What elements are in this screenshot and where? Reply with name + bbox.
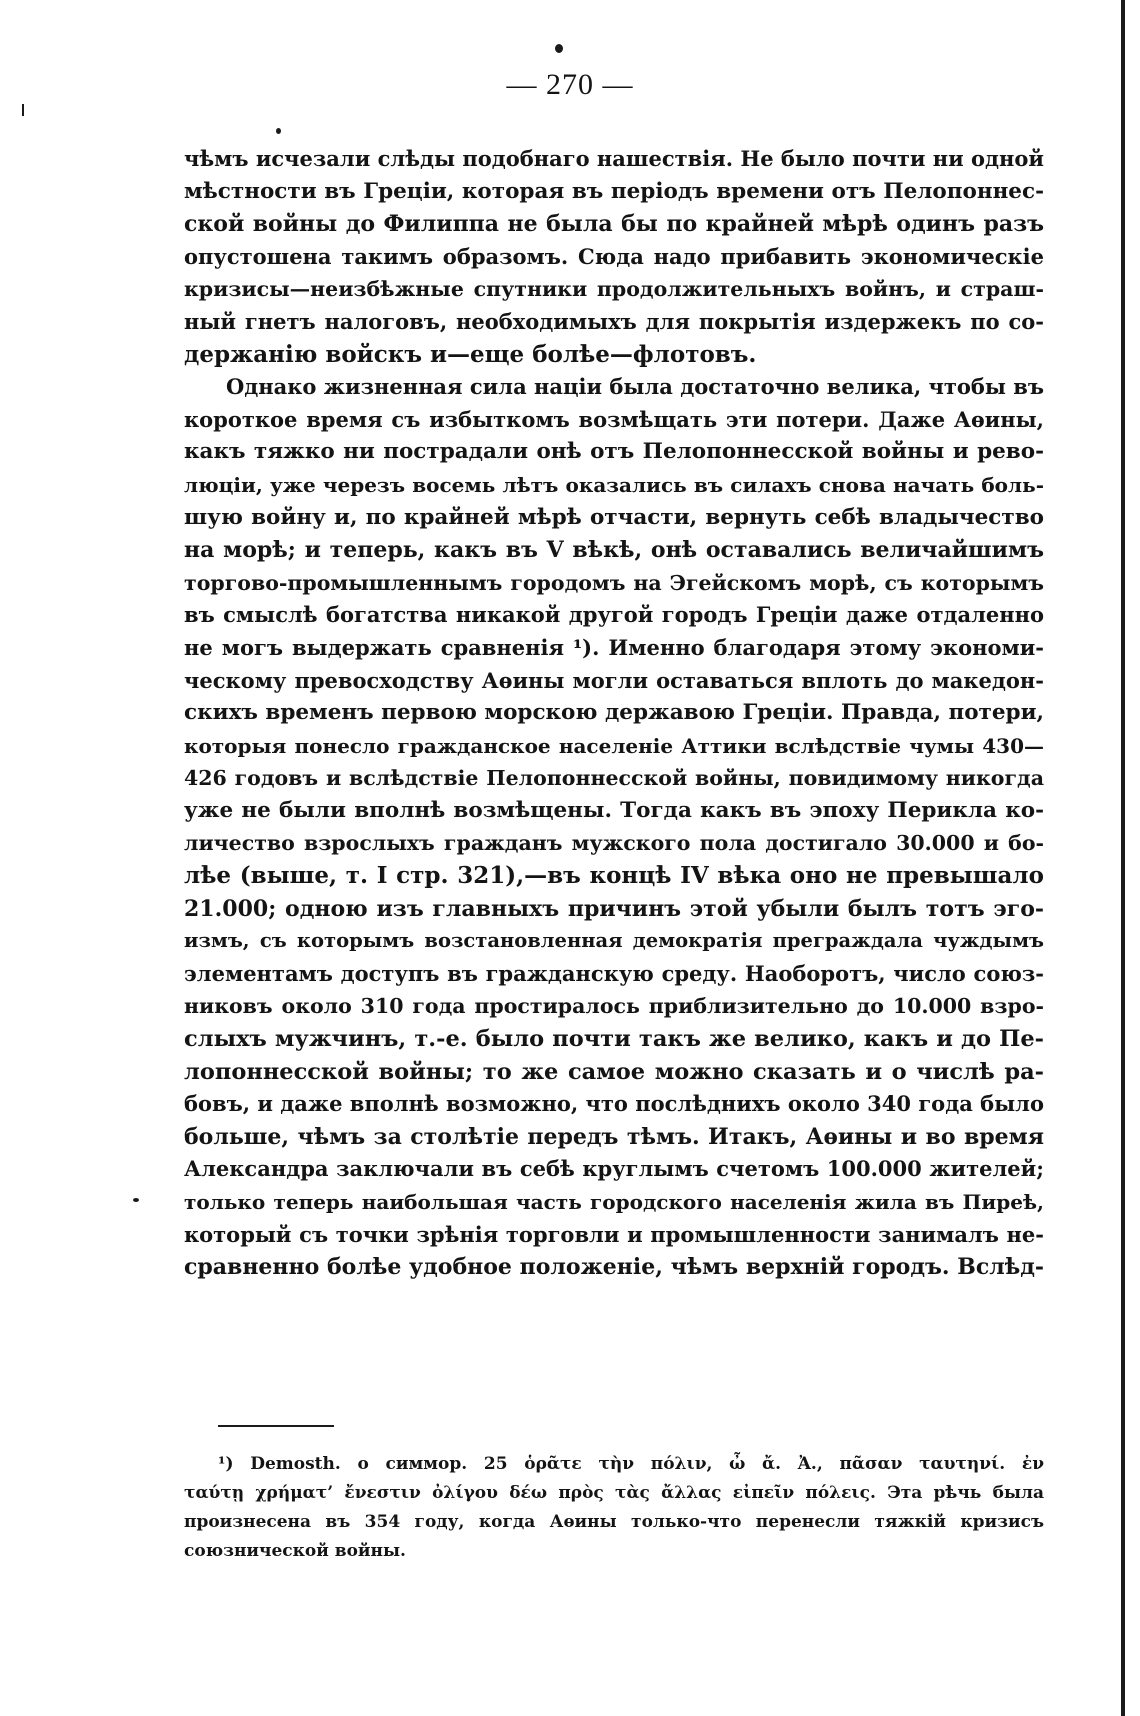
page-edge-border (1121, 0, 1125, 1716)
text-line: никовъ около 310 года простиралось приблизительно до 10.000 взро- (184, 994, 1044, 1019)
text-line: которыя понесло гражданское населеніе Аттики вслѣдствіе чумы 430— (184, 733, 1044, 758)
text-line: слыхъ мужчинъ, т.-е. было почти такъ же велико, какъ и до Пе- (184, 1026, 1044, 1053)
text-line: уже не были вполнѣ возмѣщены. Тогда какъ въ эпоху Перикла ко- (184, 797, 1044, 823)
text-line: опустошена такимъ образомъ. Сюда надо прибавить экономическіе (184, 243, 1044, 269)
text-line: который съ точки зрѣнія торговли и промышленности занималъ не- (184, 1221, 1044, 1247)
text-line: ный гнетъ налоговъ, необходимыхъ для покрытія издержекъ по со- (184, 308, 1044, 334)
text-line: скихъ временъ первою морскою державою Греціи. Правда, потери, (184, 700, 1044, 726)
text-line: лѣе (выше, т. I стр. 321),—въ концѣ IV вѣка оно не превышало (184, 862, 1044, 890)
text-line: на морѣ; и теперь, какъ въ V вѣкѣ, онѣ оставались величайшимъ (184, 537, 1044, 564)
footnote-line: произнесена въ 354 году, когда Аѳины только-что перенесли тяжкій кризисъ (184, 1512, 1044, 1532)
text-line: не могъ выдержать сравненія ¹). Именно благодаря этому экономи- (184, 634, 1044, 660)
footnote-line: союзнической войны. (184, 1541, 406, 1561)
text-line: торгово-промышленнымъ городомъ на Эгейскомъ морѣ, съ которымъ (184, 570, 1044, 595)
text-line: ческому превосходству Аѳины могли оставаться вплоть до македон- (184, 667, 1044, 693)
page-number: — 270 — (506, 68, 634, 101)
text-line: сравненно болѣе удобное положеніе, чѣмъ верхній городъ. Вслѣд- (184, 1254, 1044, 1281)
text-line: измъ, съ которымъ возстановленная демократія преграждала чуждымъ (184, 929, 1044, 953)
scan-speck (555, 44, 563, 53)
text-line: лопоннесской войны; то же самое можно сказать и о числѣ ра- (184, 1058, 1044, 1085)
text-line: шую войну и, по крайней мѣрѣ отчасти, вернуть себѣ владычество (184, 504, 1044, 530)
text-line: элементамъ доступъ въ гражданскую среду. Наоборотъ, число союз- (184, 960, 1044, 986)
footnote-line: ταύτῃ χρήματ’ ἔνεστιν ὀλίγου δέω πρὸς τὰς ἄλλας εἰπεῖν πόλεις. Эта рѣчь была (184, 1483, 1044, 1503)
footnote (184, 1450, 1044, 1566)
footnote-divider (218, 1425, 334, 1427)
text-line: въ смыслѣ богатства никакой другой городъ Греціи даже отдаленно (184, 602, 1044, 628)
text-line: чѣмъ исчезали слѣды подобнаго нашествія. Не было почти ни одной (184, 146, 1044, 171)
text-line: только теперь наибольшая часть городского населенія жила въ Пиреѣ, (184, 1190, 1044, 1214)
footnote-line: ¹) Demosth. о симмор. 25 ὁρᾶτε τὴν πόλιν, ὦ ἄ. Ἀ., πᾶσαν ταυτηνί. ἐν (218, 1454, 1044, 1474)
text-line: люціи, уже черезъ восемь лѣтъ оказались въ силахъ снова начать боль- (184, 472, 1044, 497)
text-line: держанію войскъ и—еще болѣе—флотовъ. (184, 340, 757, 368)
text-line: мѣстности въ Греціи, которая въ періодъ времени отъ Пелопоннес- (184, 178, 1044, 204)
text-line: какъ тяжко ни пострадали онѣ отъ Пелопоннесской войны и рево- (184, 439, 1044, 465)
text-line: 426 годовъ и вслѣдствіе Пелопоннесской войны, повидимому никогда (184, 766, 1044, 791)
text-line: короткое время съ избыткомъ возмѣщать эти потери. Даже Аѳины, (184, 406, 1044, 432)
text-line: кризисы—неизбѣжные спутники продолжительныхъ войнъ, и страш- (184, 277, 1044, 302)
text-line: Однако жизненная сила націи была достаточно велика, чтобы въ (226, 374, 1044, 400)
text-line: Александра заключали въ себѣ круглымъ счетомъ 100.000 жителей; (184, 1156, 1044, 1182)
text-line: ской войны до Филиппа не была бы по крайней мѣрѣ одинъ разъ (184, 211, 1044, 238)
text-line: 21.000; одною изъ главныхъ причинъ этой убыли былъ тотъ эго- (184, 895, 1044, 922)
scan-speck (22, 104, 24, 116)
text-line: личество взрослыхъ гражданъ мужского пола достигало 30.000 и бо- (184, 831, 1044, 856)
scan-speck (276, 128, 281, 134)
text-line: больше, чѣмъ за столѣтіе передъ тѣмъ. Итакъ, Аѳины и во время (184, 1123, 1044, 1150)
main-text (184, 143, 1044, 1284)
text-line: бовъ, и даже вполнѣ возможно, что послѣднихъ около 340 года было (184, 1091, 1044, 1117)
scan-speck (133, 1198, 139, 1202)
